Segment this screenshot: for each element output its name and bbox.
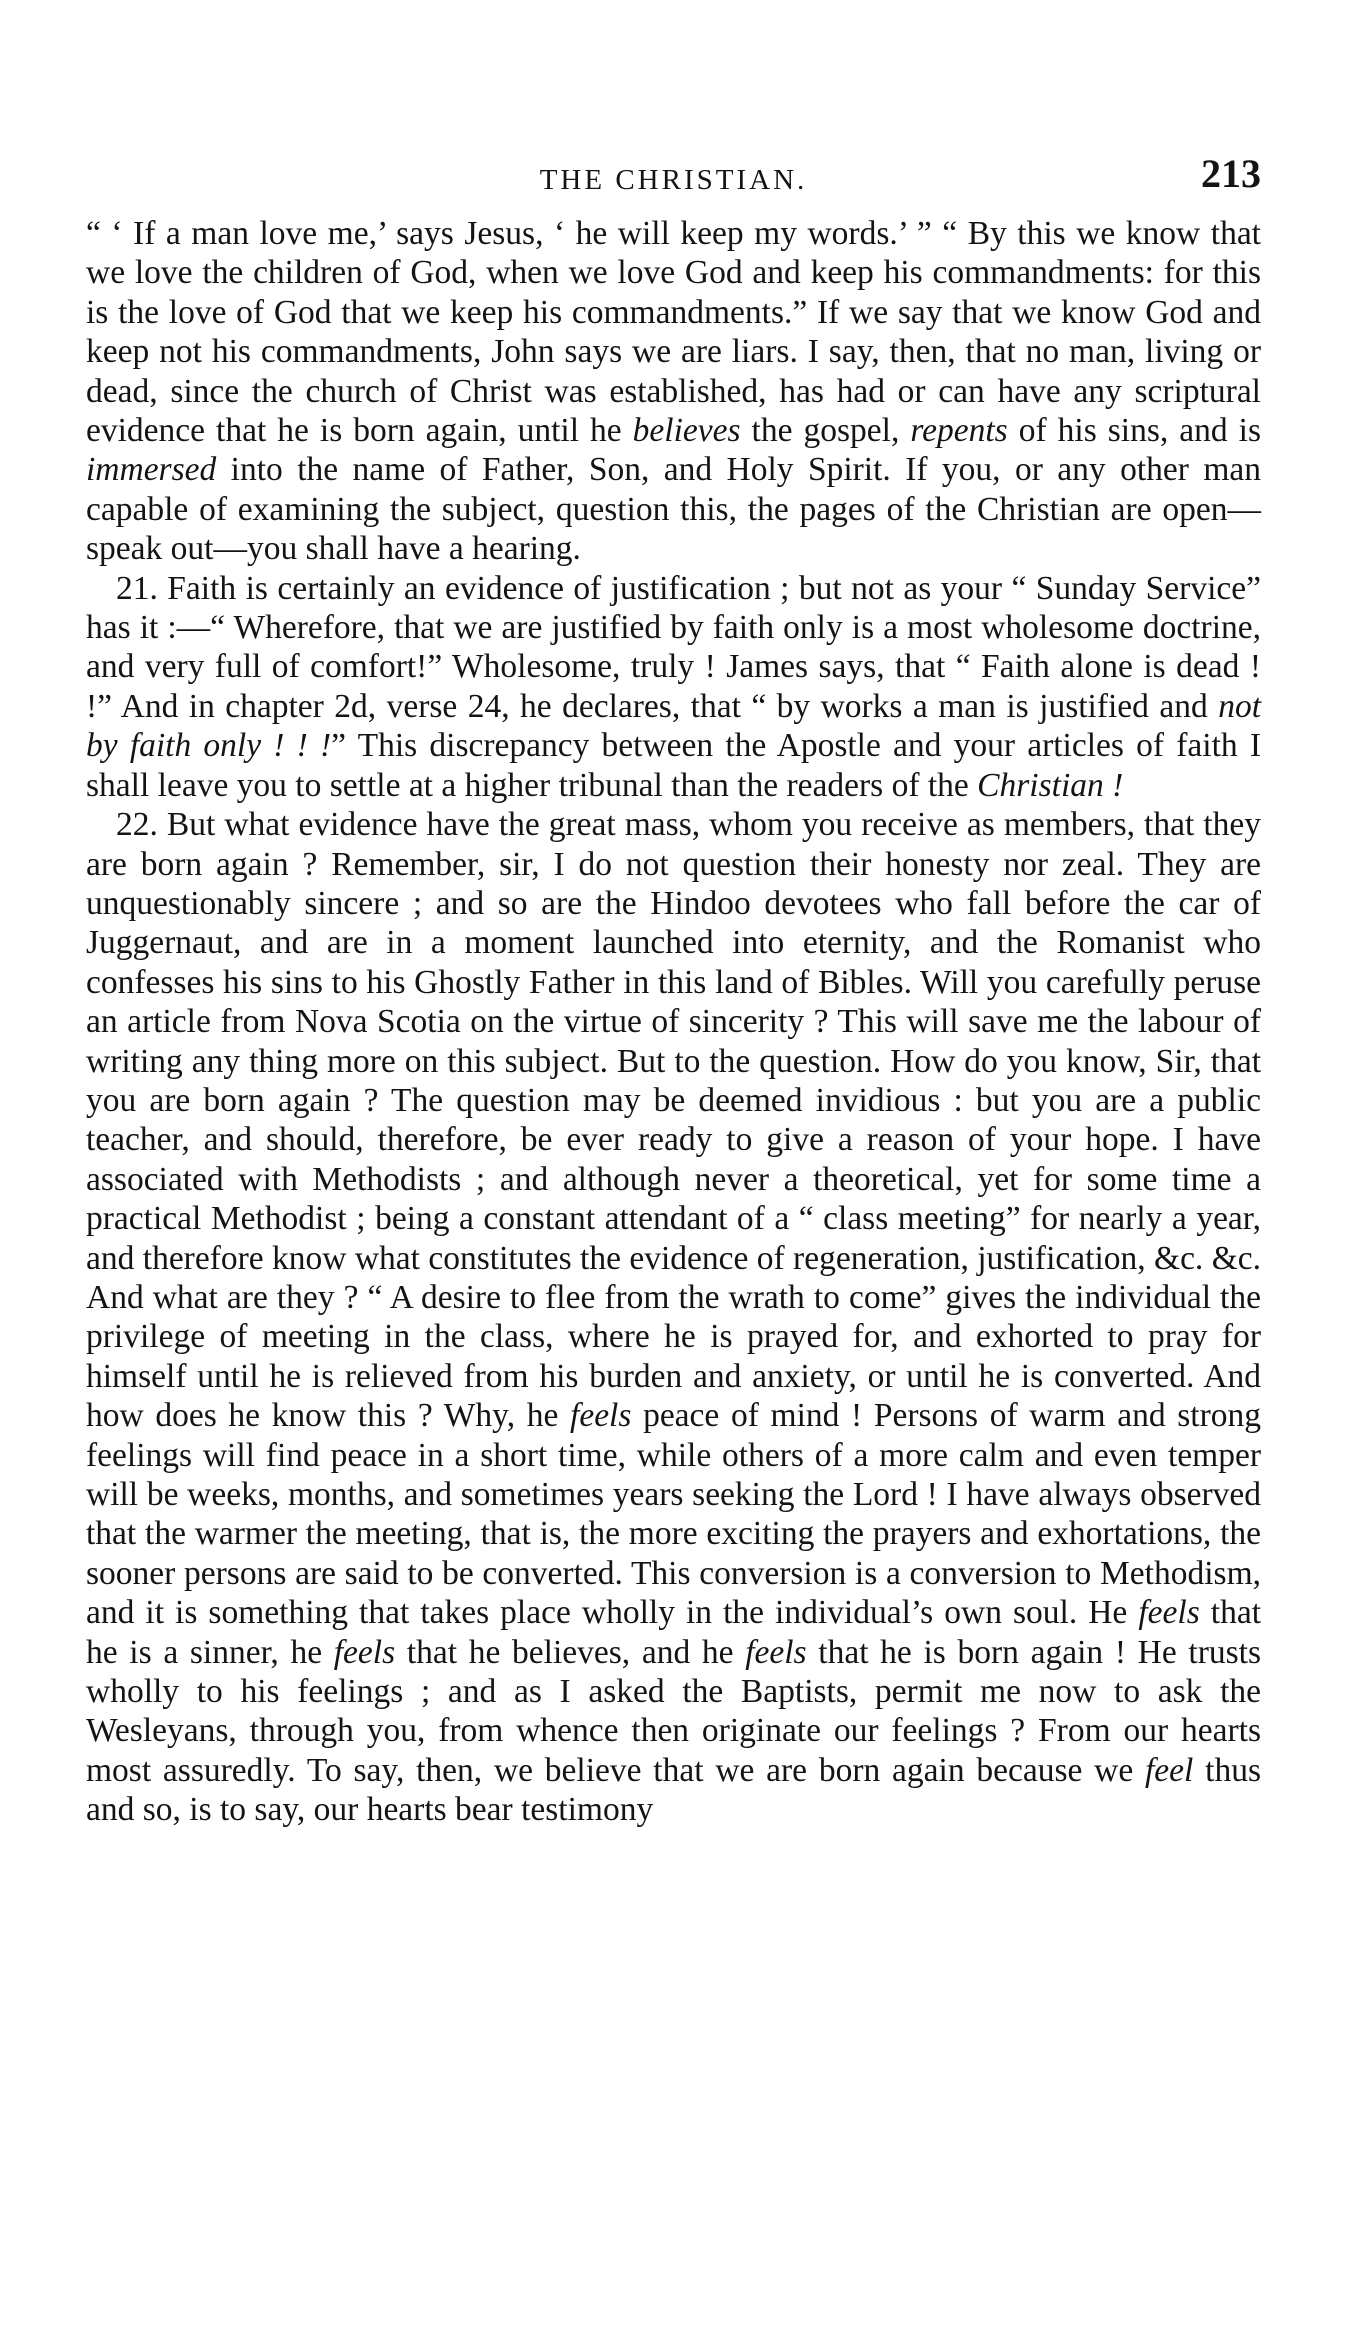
text-run: peace of mind ! Persons of warm and strong feelings will find peace in a short time, while others of a more calm and even temper will be weeks, months, and sometimes years seeking the Lord ! I have always observed that the warmer the meeting, that is, the more exciting the prayers and exhortations, the sooner persons are said to be converted. This conversion is a conversion to Methodism, and it is something that takes place wholly in the individual’s own soul. He xyxy=(86,1397,1261,1632)
italic-text: Christian ! xyxy=(977,766,1124,804)
running-head xyxy=(86,150,1261,214)
text-run: “ ‘ If a man love me,’ says Jesus, ‘ he will keep my words.’ ” “ By this we know that we love the children of God, when we love God and keep his commandments: for this is the love of God that we keep his commandments.” If we say that we know God and keep not his commandments, John says we are liars. I say, then, that no man, living or dead, since the church of Christ was established, has had or can have any scriptural evidence that he is born again, until he xyxy=(86,215,1261,450)
body-text xyxy=(86,214,1261,1830)
text-run: 21. Faith is certainly an evidence of justification ; but not as your “ Sunday Service” has it :—“ Wherefore, that we are justified by faith only is a most wholesome doctrine, and very full of comfort!” Wholesome, truly ! James says, that “ Faith alone is dead ! !” And in chapter 2d, verse 24, he declares, that “ by works a man is justified and xyxy=(86,569,1261,725)
paragraph xyxy=(86,805,1261,1830)
text-run: ” This discrepancy between the Apostle and your articles of faith I shall leave you to settle at a higher tribunal than the readers of the xyxy=(86,727,1261,804)
text-run: the gospel, xyxy=(740,412,911,450)
paragraph xyxy=(86,569,1261,805)
italic-text: feels xyxy=(333,1633,396,1671)
text-run: that he is born again ! He trusts wholly to his feelings ; and as I asked the Baptists, permit me now to ask the Wesleyans, through you, from whence then originate our feelings ? From our hearts most assuredly. To say, then, we believe that we are born again because we xyxy=(86,1633,1261,1789)
italic-text: repents xyxy=(910,412,1008,450)
text-run: that he believes, and he xyxy=(395,1633,746,1671)
text-run: that he is a sinner, he xyxy=(86,1594,1262,1671)
italic-text: feels xyxy=(570,1397,632,1435)
book-page xyxy=(86,150,1261,1830)
page-number: 213 xyxy=(1201,151,1261,196)
paragraph xyxy=(86,214,1261,569)
italic-text: believes xyxy=(632,412,741,450)
italic-text: feels xyxy=(1138,1594,1200,1632)
italic-text: feel xyxy=(1145,1751,1194,1789)
text-run: 22. But what evidence have the great mass, whom you receive as members, that they are born again ? Remember, sir, I do not question their honesty nor zeal. They are unquestionably sincere ; and so are the Hindoo devotees who fall before the car of Juggernaut, and are in a moment launched into eternity, and the Romanist who confesses his sins to his Ghostly Father in this land of Bibles. Will you carefully peruse an article from Nova Scotia on the virtue of sincerity ? This will save me the labour of writing any thing more on this subject. But to the question. How do you know, Sir, that you are born again ? The question may be deemed invidious : but you are a public teacher, and should, therefore, be ever ready to give a reason of your hope. I have associated with Methodists ; and although never a theoretical, yet for some time a practical Methodist ; being a constant attendant of a “ class meeting” for nearly a year, and therefore know what constitutes the evidence of regeneration, justification, &c. &c. And what are they ? “ A desire to flee from the wrath to come” gives the individual the privilege of meeting in the class, where he is prayed for, and exhorted to pray for himself until he is relieved from his burden and anxiety, or until he is converted. And how does he know this ? Why, he xyxy=(86,806,1261,1435)
text-run: into the name of Father, Son, and Holy Spirit. If you, or any other man capable of examining the subject, question this, the pages of the Christian are open—speak out—you shall have a hearing. xyxy=(86,451,1261,568)
running-title: THE CHRISTIAN. xyxy=(539,164,808,196)
italic-text: not by faith only ! ! ! xyxy=(86,687,1261,765)
italic-text: immersed xyxy=(86,451,217,489)
text-run: thus and so, is to say, our hearts bear testimony xyxy=(86,1751,1261,1829)
italic-text: feels xyxy=(745,1633,807,1671)
text-run: of his sins, and is xyxy=(1007,412,1261,450)
